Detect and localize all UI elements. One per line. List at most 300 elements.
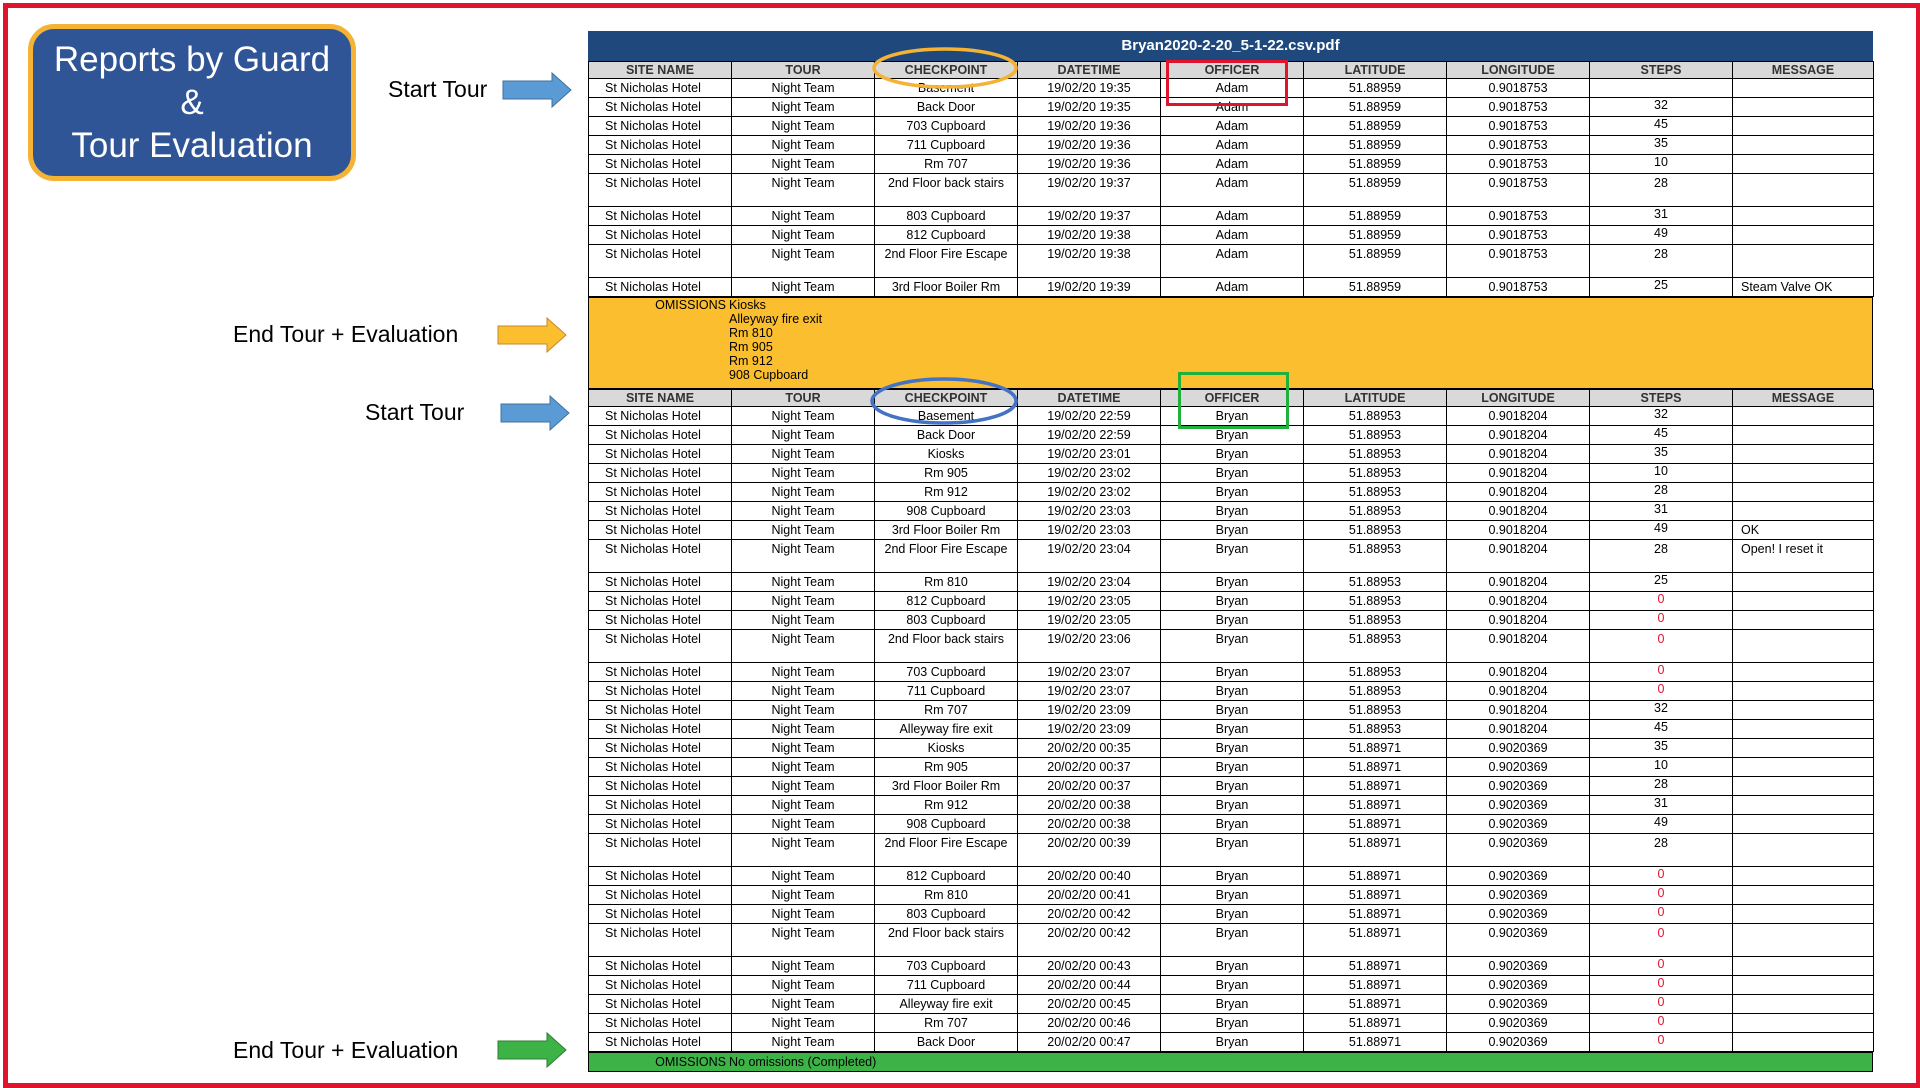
table-cell: St Nicholas Hotel	[589, 976, 732, 995]
table-cell	[1733, 117, 1874, 136]
table-cell	[1733, 905, 1874, 924]
table-cell: 703 Cupboard	[875, 663, 1018, 682]
table-cell: 51.88959	[1304, 207, 1447, 226]
table-cell: 0.9018204	[1447, 426, 1590, 445]
table-cell: 45	[1590, 426, 1733, 445]
table-cell	[1733, 245, 1874, 278]
table-cell: 19/02/20 23:02	[1018, 483, 1161, 502]
table-cell: 2nd Floor back stairs	[875, 924, 1018, 957]
table-cell	[1733, 592, 1874, 611]
table-cell: 19/02/20 23:04	[1018, 540, 1161, 573]
table-cell: 0.9020369	[1447, 976, 1590, 995]
table-cell: 51.88971	[1304, 976, 1447, 995]
column-header: OFFICER	[1161, 62, 1304, 79]
table-cell: 803 Cupboard	[875, 905, 1018, 924]
table-cell: 51.88971	[1304, 796, 1447, 815]
table-cell: Adam	[1161, 226, 1304, 245]
table-row	[589, 957, 1874, 976]
table-cell: 0.9018753	[1447, 98, 1590, 117]
table-cell: 19/02/20 22:59	[1018, 426, 1161, 445]
table-row	[589, 663, 1874, 682]
table-cell: 51.88953	[1304, 464, 1447, 483]
officer-highlight-box-red	[1166, 60, 1288, 106]
table-cell: 20/02/20 00:38	[1018, 815, 1161, 834]
table-cell: 19/02/20 23:06	[1018, 630, 1161, 663]
table-cell: Adam	[1161, 174, 1304, 207]
table-row	[589, 739, 1874, 758]
right-arrow-icon-blue-2	[500, 395, 570, 431]
table-cell: Bryan	[1161, 924, 1304, 957]
table-cell: 25	[1590, 573, 1733, 592]
title-line-3: Tour Evaluation	[71, 126, 313, 165]
table-cell: 0.9018753	[1447, 245, 1590, 278]
table-cell: 19/02/20 19:36	[1018, 117, 1161, 136]
table-cell: Bryan	[1161, 521, 1304, 540]
table-cell	[1733, 155, 1874, 174]
table-cell: 0.9018753	[1447, 174, 1590, 207]
table-row	[589, 777, 1874, 796]
table-cell: 35	[1590, 136, 1733, 155]
table-cell: Bryan	[1161, 663, 1304, 682]
table-cell: 0.9018753	[1447, 155, 1590, 174]
table-cell: St Nicholas Hotel	[589, 886, 732, 905]
table-cell	[1733, 777, 1874, 796]
table-cell: 703 Cupboard	[875, 117, 1018, 136]
table-cell: Night Team	[732, 540, 875, 573]
table-cell: 49	[1590, 815, 1733, 834]
table-row	[589, 483, 1874, 502]
table-cell: 32	[1590, 98, 1733, 117]
table-cell: Night Team	[732, 777, 875, 796]
column-header: CHECKPOINT	[875, 62, 1018, 79]
table-row	[589, 155, 1874, 174]
table-cell: Adam	[1161, 207, 1304, 226]
table-cell: Night Team	[732, 445, 875, 464]
table-cell: Bryan	[1161, 834, 1304, 867]
table-cell: 20/02/20 00:42	[1018, 924, 1161, 957]
table-row	[589, 867, 1874, 886]
table-row	[589, 521, 1874, 540]
table-cell: 20/02/20 00:35	[1018, 739, 1161, 758]
table-cell: St Nicholas Hotel	[589, 174, 732, 207]
table-cell: 0.9020369	[1447, 1033, 1590, 1052]
table-cell: 2nd Floor Fire Escape	[875, 245, 1018, 278]
table-row	[589, 682, 1874, 701]
table-cell: Night Team	[732, 426, 875, 445]
table-cell: 49	[1590, 521, 1733, 540]
table-cell: 51.88959	[1304, 155, 1447, 174]
omission-item: Rm 905	[729, 340, 773, 354]
table-cell: St Nicholas Hotel	[589, 155, 732, 174]
table-cell: 0	[1590, 867, 1733, 886]
table-cell	[1733, 739, 1874, 758]
table-cell: 19/02/20 19:37	[1018, 174, 1161, 207]
table-cell: 49	[1590, 226, 1733, 245]
table-cell: 51.88971	[1304, 1014, 1447, 1033]
table-cell: 31	[1590, 207, 1733, 226]
column-header: MESSAGE	[1733, 62, 1874, 79]
table-cell: Bryan	[1161, 502, 1304, 521]
table-cell: Rm 707	[875, 155, 1018, 174]
table-cell: 0.9020369	[1447, 758, 1590, 777]
column-header: STEPS	[1590, 390, 1733, 407]
table-cell: 812 Cupboard	[875, 592, 1018, 611]
column-header: LATITUDE	[1304, 390, 1447, 407]
table-cell: St Nicholas Hotel	[589, 1014, 732, 1033]
table-cell: 0.9020369	[1447, 957, 1590, 976]
table-cell: 19/02/20 23:07	[1018, 663, 1161, 682]
table-cell: 51.88953	[1304, 407, 1447, 426]
table-cell: 20/02/20 00:46	[1018, 1014, 1161, 1033]
table-cell: 28	[1590, 174, 1733, 207]
table-cell: Bryan	[1161, 445, 1304, 464]
column-header: LATITUDE	[1304, 62, 1447, 79]
table-cell: Rm 905	[875, 464, 1018, 483]
table-cell: 0.9018204	[1447, 701, 1590, 720]
table-cell: Alleyway fire exit	[875, 720, 1018, 739]
table-cell: St Nicholas Hotel	[589, 117, 732, 136]
table-cell: Night Team	[732, 521, 875, 540]
table-cell: Night Team	[732, 815, 875, 834]
table-cell: 51.88971	[1304, 886, 1447, 905]
table-row	[589, 592, 1874, 611]
table-cell: St Nicholas Hotel	[589, 815, 732, 834]
table-row	[589, 464, 1874, 483]
omission-item: Rm 810	[729, 326, 773, 340]
table-row	[589, 886, 1874, 905]
table-cell: 19/02/20 19:37	[1018, 207, 1161, 226]
table-cell	[1733, 573, 1874, 592]
table-cell: 20/02/20 00:47	[1018, 1033, 1161, 1052]
table-cell: Bryan	[1161, 957, 1304, 976]
table-cell: Night Team	[732, 136, 875, 155]
table-cell: Night Team	[732, 245, 875, 278]
table-cell: 51.88971	[1304, 957, 1447, 976]
table-cell: Night Team	[732, 758, 875, 777]
table-cell: 0.9018204	[1447, 521, 1590, 540]
table-cell	[1733, 976, 1874, 995]
title-line-2: &	[180, 83, 204, 122]
table-cell: 0.9018204	[1447, 611, 1590, 630]
table-cell: 51.88953	[1304, 701, 1447, 720]
table-cell: 19/02/20 23:03	[1018, 521, 1161, 540]
table-cell: 51.88953	[1304, 682, 1447, 701]
table-cell: Bryan	[1161, 426, 1304, 445]
table-cell: Night Team	[732, 976, 875, 995]
table-cell: St Nicholas Hotel	[589, 834, 732, 867]
table-cell: St Nicholas Hotel	[589, 720, 732, 739]
table-cell: 28	[1590, 483, 1733, 502]
omission-item: 908 Cupboard	[729, 368, 809, 382]
table-cell: Bryan	[1161, 630, 1304, 663]
table-cell: 20/02/20 00:40	[1018, 867, 1161, 886]
table-cell: Bryan	[1161, 611, 1304, 630]
table-cell: Night Team	[732, 701, 875, 720]
table-row	[589, 720, 1874, 739]
table-cell: 19/02/20 19:35	[1018, 98, 1161, 117]
table-cell: 51.88971	[1304, 758, 1447, 777]
table-cell	[1733, 207, 1874, 226]
table-cell: 0	[1590, 976, 1733, 995]
table-row	[589, 226, 1874, 245]
table-row	[589, 976, 1874, 995]
table-cell: Bryan	[1161, 1014, 1304, 1033]
table-cell: 51.88971	[1304, 739, 1447, 758]
table-cell: 32	[1590, 701, 1733, 720]
table-cell: 0.9018204	[1447, 445, 1590, 464]
table-cell: Night Team	[732, 995, 875, 1014]
table-cell: St Nicholas Hotel	[589, 663, 732, 682]
column-header: OFFICER	[1161, 390, 1304, 407]
table-cell: 20/02/20 00:41	[1018, 886, 1161, 905]
table-cell: 19/02/20 19:39	[1018, 278, 1161, 297]
table-cell	[1733, 995, 1874, 1014]
table-cell: Night Team	[732, 98, 875, 117]
omissions-label: OMISSIONS	[655, 298, 726, 312]
table-cell: 812 Cupboard	[875, 867, 1018, 886]
table-cell	[1733, 720, 1874, 739]
table-cell: St Nicholas Hotel	[589, 521, 732, 540]
table-cell: 51.88959	[1304, 226, 1447, 245]
table-cell: 51.88971	[1304, 834, 1447, 867]
table-cell: 0	[1590, 1014, 1733, 1033]
table-cell: 0	[1590, 1033, 1733, 1052]
table-cell: 0	[1590, 611, 1733, 630]
table-row	[589, 540, 1874, 573]
table-cell: 25	[1590, 278, 1733, 297]
checkpoint-highlight-ellipse-blue	[868, 376, 1020, 426]
table-cell	[1733, 483, 1874, 502]
tour-2-omissions	[588, 1052, 1873, 1072]
table-cell: Night Team	[732, 834, 875, 867]
table-cell: 2nd Floor Fire Escape	[875, 540, 1018, 573]
table-cell: 10	[1590, 758, 1733, 777]
table-cell: Night Team	[732, 611, 875, 630]
table-cell: St Nicholas Hotel	[589, 426, 732, 445]
table-cell: Night Team	[732, 924, 875, 957]
table-cell: 35	[1590, 739, 1733, 758]
table-row	[589, 796, 1874, 815]
table-cell	[1733, 174, 1874, 207]
table-cell: St Nicholas Hotel	[589, 995, 732, 1014]
table-cell: Night Team	[732, 867, 875, 886]
table-cell: 0	[1590, 924, 1733, 957]
table-cell: Night Team	[732, 682, 875, 701]
table-cell: St Nicholas Hotel	[589, 79, 732, 98]
table-row	[589, 630, 1874, 663]
table-cell: 19/02/20 23:02	[1018, 464, 1161, 483]
table-cell: 51.88953	[1304, 720, 1447, 739]
table-cell: 0.9018753	[1447, 79, 1590, 98]
table-cell: 51.88959	[1304, 174, 1447, 207]
table-cell: 711 Cupboard	[875, 976, 1018, 995]
table-cell: 0.9020369	[1447, 867, 1590, 886]
table-cell: 0.9020369	[1447, 924, 1590, 957]
table-cell: 2nd Floor Fire Escape	[875, 834, 1018, 867]
table-cell: 19/02/20 23:09	[1018, 720, 1161, 739]
table-cell: Rm 810	[875, 573, 1018, 592]
table-cell: OK	[1733, 521, 1874, 540]
table-row	[589, 611, 1874, 630]
table-cell: 10	[1590, 155, 1733, 174]
table-cell: Night Team	[732, 720, 875, 739]
table-cell: Adam	[1161, 79, 1304, 98]
table-cell: Night Team	[732, 117, 875, 136]
table-cell: Rm 912	[875, 796, 1018, 815]
table-cell: Night Team	[732, 174, 875, 207]
table-cell: 28	[1590, 245, 1733, 278]
table-cell: Night Team	[732, 79, 875, 98]
table-cell	[1733, 758, 1874, 777]
table-cell: Bryan	[1161, 573, 1304, 592]
table-cell: 19/02/20 23:09	[1018, 701, 1161, 720]
table-cell: 0.9020369	[1447, 777, 1590, 796]
table-cell: 19/02/20 23:05	[1018, 592, 1161, 611]
table-cell: Alleyway fire exit	[875, 995, 1018, 1014]
table-cell: St Nicholas Hotel	[589, 592, 732, 611]
table-cell: Night Team	[732, 464, 875, 483]
start-tour-label-2: Start Tour	[365, 399, 465, 425]
table-cell: Night Team	[732, 886, 875, 905]
table-cell: 32	[1590, 407, 1733, 426]
table-cell: 51.88953	[1304, 502, 1447, 521]
table-cell: St Nicholas Hotel	[589, 502, 732, 521]
table-cell: 51.88971	[1304, 995, 1447, 1014]
table-cell: Bryan	[1161, 682, 1304, 701]
table-cell: St Nicholas Hotel	[589, 682, 732, 701]
table-row	[589, 1014, 1874, 1033]
table-cell: 3rd Floor Boiler Rm	[875, 521, 1018, 540]
table-cell: Adam	[1161, 136, 1304, 155]
table-cell: 0.9018204	[1447, 720, 1590, 739]
table-cell: 0.9018753	[1447, 278, 1590, 297]
column-header: MESSAGE	[1733, 390, 1874, 407]
table-cell: Adam	[1161, 245, 1304, 278]
table-cell: Night Team	[732, 1033, 875, 1052]
table-row	[589, 445, 1874, 464]
table-cell: 20/02/20 00:38	[1018, 796, 1161, 815]
table-row	[589, 905, 1874, 924]
table-cell: Night Team	[732, 502, 875, 521]
table-cell: St Nicholas Hotel	[589, 226, 732, 245]
table-cell	[1733, 445, 1874, 464]
column-header: CHECKPOINT	[875, 390, 1018, 407]
column-header: SITE NAME	[589, 62, 732, 79]
table-cell: Bryan	[1161, 777, 1304, 796]
table-cell: Bryan	[1161, 976, 1304, 995]
table-cell	[1733, 611, 1874, 630]
table-cell	[1733, 426, 1874, 445]
table-cell: 19/02/20 19:36	[1018, 136, 1161, 155]
table-cell: 20/02/20 00:37	[1018, 758, 1161, 777]
table-row	[589, 924, 1874, 957]
table-cell: 0.9018204	[1447, 630, 1590, 663]
omission-item: Alleyway fire exit	[729, 312, 823, 326]
table-cell: 51.88953	[1304, 573, 1447, 592]
table-cell: 0.9018204	[1447, 663, 1590, 682]
table-cell: 20/02/20 00:39	[1018, 834, 1161, 867]
table-cell	[1733, 407, 1874, 426]
table-cell: Bryan	[1161, 464, 1304, 483]
table-cell: Adam	[1161, 117, 1304, 136]
table-cell: Back Door	[875, 98, 1018, 117]
table-cell: Rm 905	[875, 758, 1018, 777]
table-cell: 0.9018204	[1447, 540, 1590, 573]
table-cell: Bryan	[1161, 540, 1304, 573]
table-cell: 0	[1590, 995, 1733, 1014]
table-cell	[1733, 1033, 1874, 1052]
column-header: LONGITUDE	[1447, 390, 1590, 407]
table-cell: St Nicholas Hotel	[589, 464, 732, 483]
table-cell: 711 Cupboard	[875, 136, 1018, 155]
table-cell: 19/02/20 23:04	[1018, 573, 1161, 592]
table-cell: Night Team	[732, 207, 875, 226]
table-cell: 0	[1590, 663, 1733, 682]
table-cell: 19/02/20 23:05	[1018, 611, 1161, 630]
table-cell: 0.9020369	[1447, 796, 1590, 815]
table-cell: 0.9018753	[1447, 226, 1590, 245]
table-cell: 35	[1590, 445, 1733, 464]
table-cell: Bryan	[1161, 739, 1304, 758]
table-cell: 51.88959	[1304, 278, 1447, 297]
table-cell	[1733, 226, 1874, 245]
table-cell: 51.88953	[1304, 483, 1447, 502]
table-cell: St Nicholas Hotel	[589, 445, 732, 464]
table-cell: Bryan	[1161, 701, 1304, 720]
table-cell: Rm 707	[875, 701, 1018, 720]
table-cell: Bryan	[1161, 407, 1304, 426]
table-cell: 0.9018204	[1447, 592, 1590, 611]
table-cell	[1733, 502, 1874, 521]
table-cell	[1733, 630, 1874, 663]
table-cell: St Nicholas Hotel	[589, 98, 732, 117]
table-cell: 0.9018204	[1447, 682, 1590, 701]
table-cell: 19/02/20 23:03	[1018, 502, 1161, 521]
column-header: DATETIME	[1018, 62, 1161, 79]
table-cell: 45	[1590, 117, 1733, 136]
table-row	[589, 1033, 1874, 1052]
table-cell: 51.88959	[1304, 136, 1447, 155]
table-cell: Bryan	[1161, 483, 1304, 502]
table-cell: 0	[1590, 905, 1733, 924]
table-cell: 51.88971	[1304, 815, 1447, 834]
column-header: STEPS	[1590, 62, 1733, 79]
table-cell: St Nicholas Hotel	[589, 630, 732, 663]
table-cell: St Nicholas Hotel	[589, 611, 732, 630]
table-cell: Rm 912	[875, 483, 1018, 502]
table-cell: Night Team	[732, 739, 875, 758]
table-cell: St Nicholas Hotel	[589, 701, 732, 720]
table-cell: Basement	[875, 407, 1018, 426]
table-cell	[1733, 867, 1874, 886]
table-cell: 20/02/20 00:37	[1018, 777, 1161, 796]
table-row	[589, 502, 1874, 521]
table-cell: 10	[1590, 464, 1733, 483]
table-cell: 51.88953	[1304, 630, 1447, 663]
table-cell: 0.9020369	[1447, 995, 1590, 1014]
table-cell: 51.88953	[1304, 540, 1447, 573]
omission-item: Kiosks	[729, 298, 766, 312]
table-cell: St Nicholas Hotel	[589, 1033, 732, 1052]
table-cell: 0.9018753	[1447, 207, 1590, 226]
table-cell: 51.88959	[1304, 245, 1447, 278]
table-cell: St Nicholas Hotel	[589, 924, 732, 957]
table-cell: Steam Valve OK	[1733, 278, 1874, 297]
table-cell: St Nicholas Hotel	[589, 758, 732, 777]
table-cell: 0.9020369	[1447, 886, 1590, 905]
table-cell: Night Team	[732, 957, 875, 976]
table-cell: Night Team	[732, 796, 875, 815]
